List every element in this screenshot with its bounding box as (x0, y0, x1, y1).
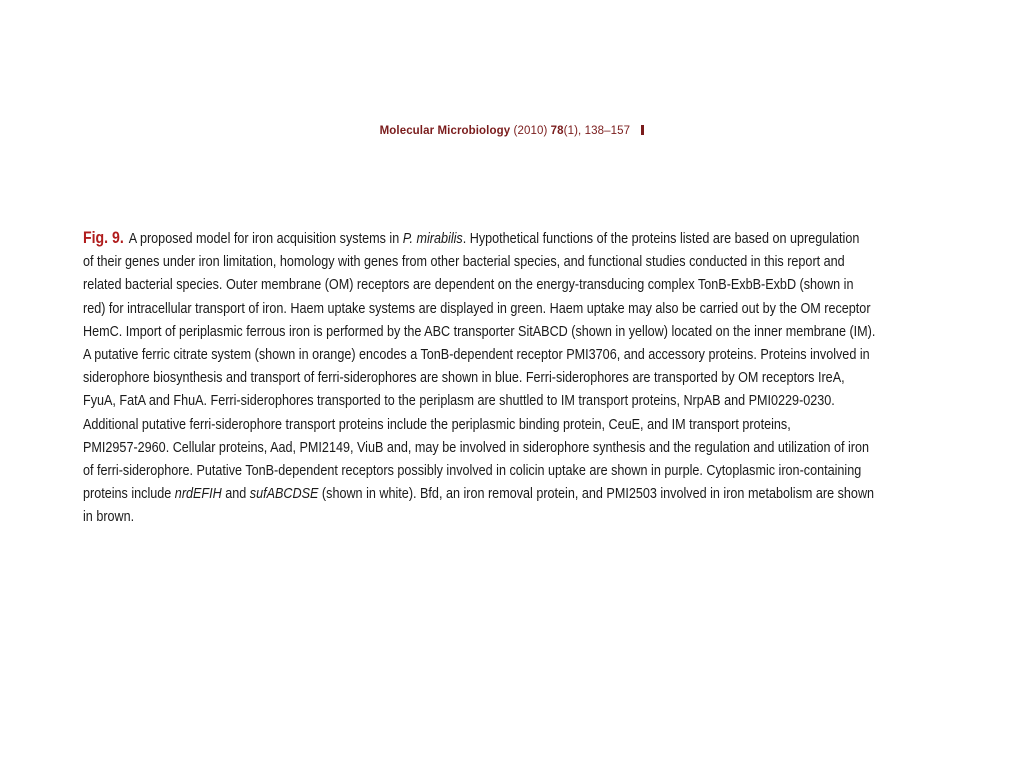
caption-line: in brown. (83, 508, 135, 526)
caption-line: related bacterial species. Outer membrane (OM) receptors are dependent on the energy-transducing complex TonB-ExbB-ExbD (shown in (83, 276, 854, 294)
caption-line: Additional putative ferri-siderophore transport proteins include the periplasmic binding protein, CeuE, and IM transport proteins, (83, 415, 791, 433)
caption-line: FyuA, FatA and FhuA. Ferri-siderophores transported to the periplasm are shuttled to IM transport proteins, NrpAB and PMI0229-0230. (83, 392, 835, 410)
caption-text: A proposed model for iron acquisition systems in (128, 230, 403, 247)
caption-line (83, 482, 875, 505)
figure-caption (83, 226, 876, 529)
caption-line: red) for intracellular transport of iron. Haem uptake systems are displayed in green. Haem uptake may also be carried out by the OM receptor (83, 299, 871, 317)
gene-name: sufABCDSE (249, 485, 319, 503)
caption-line: of their genes under iron limitation, homology with genes from other bacterial species, and functional studies conducted in this report and (83, 253, 845, 271)
caption-line: A putative ferric citrate system (shown in orange) encodes a TonB-dependent receptor PMI3706, and accessory proteins. Proteins involved in (83, 346, 870, 364)
caption-text: . Hypothetical functions of the proteins listed are based on upregulation (462, 230, 860, 247)
header-bar (641, 125, 644, 135)
caption-text: (shown in white). Bfd, an iron removal protein, and PMI2503 involved in iron metabolism are shown (318, 485, 875, 503)
caption-line: siderophore biosynthesis and transport of ferri-siderophores are shown in blue. Ferri-siderophores are transported by OM receptors IreA, (83, 369, 845, 387)
gene-name: nrdEFIH (174, 485, 222, 503)
caption-line: PMI2957-2960. Cellular proteins, Aad, PMI2149, ViuB and, may be involved in siderophore synthesis and the regulation and utilization of iron (83, 438, 870, 456)
species-name: P. mirabilis (402, 230, 463, 247)
running-header (0, 125, 1024, 137)
volume-number: 78 (550, 125, 564, 137)
caption-text: proteins include (83, 485, 175, 503)
caption-line: HemC. Import of periplasmic ferrous iron is performed by the ABC transporter SitABCD (shown in yellow) located on the inner membrane (IM). (83, 322, 876, 340)
journal-name: Molecular Microbiology (379, 125, 511, 137)
page-range: 138–157 (584, 125, 631, 137)
caption-line: of ferri-siderophore. Putative TonB-dependent receptors possibly involved in colicin uptake are shown in purple. Cytoplasmic iron-containing (83, 462, 862, 480)
caption-line (83, 226, 860, 250)
figure-label: Fig. 9. (83, 228, 124, 247)
caption-text: and (221, 485, 250, 503)
publication-year: (2010) (513, 125, 548, 137)
issue-number: (1), (563, 125, 582, 137)
